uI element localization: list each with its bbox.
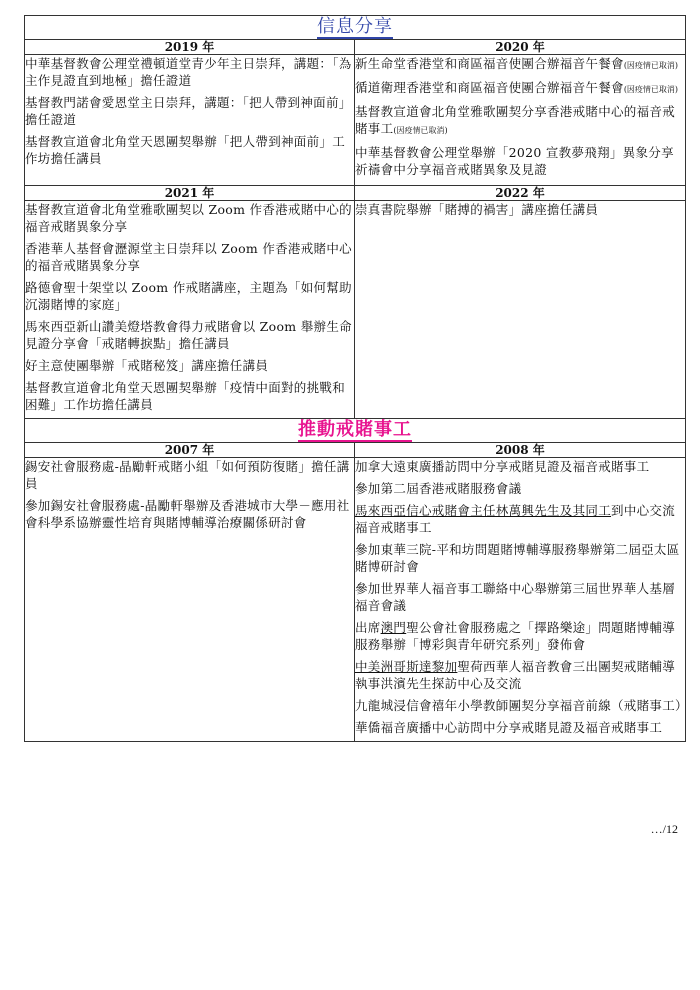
year-entries-2019 [25,55,355,186]
entry-text: 循道衛理香港堂和商區福音使團合辦福音午餐會 [355,80,624,95]
cancel-note: (因疫情已取消) [623,85,679,94]
year-heading: 2022 年 [355,186,686,201]
underlined-text: 澳門 [380,620,407,635]
list-item: 崇真書院舉辦「賭搏的禍害」講座擔任講員 [355,202,599,217]
list-item [355,103,685,139]
activity-table [24,15,686,742]
list-item [355,719,685,736]
year-row [25,443,686,458]
entry-text: 基督教宣道會北角堂雅歌團契分享香港戒賭中心的福音戒賭事工 [355,104,676,136]
entry-text: 參加東華三院-平和坊問題賭博輔導服務舉辦第二屆亞太區賭博研討會 [355,542,680,574]
list-item: 基督教宣道會北角堂天恩團契舉辦「疫情中面對的挑戰和困難」工作坊擔任講員 [25,380,346,412]
list-item [355,144,685,180]
list-item [355,541,685,575]
year-heading: 2007 年 [25,443,355,458]
year-heading: 2019 年 [25,40,355,55]
section-header-sharing [25,16,686,40]
year-row [25,40,686,55]
entries-row [25,201,686,419]
list-item [355,658,685,692]
entry-text: 聖荷西華人福音教會三出團契戒賭輔導執事洪濱先生探訪中心及交流 [355,659,676,691]
cancel-note: (因疫情已取消) [393,126,448,135]
year-entries-2008 [355,458,686,742]
cancel-note: (因疫情已取消) [623,61,679,70]
year-heading: 2008 年 [355,443,686,458]
entries-row [25,458,686,742]
entry-text: 新生命堂香港堂和商區福音使團合辦福音午餐會 [355,56,624,71]
entries-row [25,55,686,186]
entry-text: 華僑福音廣播中心訪問中分享戒賭見證及福音戒賭事工 [355,720,663,735]
list-item: 馬來西亞新山讚美燈塔教會得力戒賭會以 Zoom 舉辦生命見證分享會「戒賭轉捩點」擔任講員 [25,319,352,351]
list-item: 參加錫安社會服務處-晶勵軒舉辦及香港城市大學－應用社會科學系協辦靈性培育與賭博輔導治療關係研討會 [25,498,350,530]
list-item [355,580,685,614]
list-item: 好主意使團舉辦「戒賭秘笈」講座擔任講員 [25,358,269,373]
list-item: 基督教門諾會愛恩堂主日崇拜，講題：「把人帶到神面前」擔任證道 [25,95,352,127]
year-heading: 2021 年 [25,186,355,201]
entry-text: 到中心交流福音戒賭事工 [355,503,676,535]
page-number: …/12 [650,822,678,836]
list-item [355,458,685,475]
list-item [355,79,685,98]
year-heading: 2020 年 [355,40,686,55]
list-item [355,55,685,74]
entry-text: 九龍城浸信會禧年小學教師團契分享福音前線（戒賭事工） [355,698,688,713]
list-item: 基督教宣道會北角堂天恩團契舉辦「把人帶到神面前」工作坊擔任講員 [25,134,346,166]
list-item [355,480,685,497]
list-item [355,697,688,714]
list-item: 基督教宣道會北角堂雅歌團契以 Zoom 作香港戒賭中心的福音戒賭異象分享 [25,202,352,234]
entry-text: 參加世界華人福音事工聯絡中心舉辦第三屆世界華人基層福音會議 [355,581,676,613]
year-row [25,186,686,201]
list-item: 錫安社會服務處-晶勵軒戒賭小組「如何預防復賭」擔任講員 [25,459,350,491]
list-item: 中華基督教會公理堂禮頓道堂青少年主日崇拜，講題：「為主作見證直到地極」擔任證道 [25,56,352,88]
list-item: 香港華人基督會瀝源堂主日崇拜以 Zoom 作香港戒賭中心的福音戒賭異象分享 [25,241,352,273]
entry-text: 聖公會社會服務處之「擇路樂途」問題賭博輔導服務舉辦「博彩與青年研究系列」發佈會 [355,620,676,652]
entry-text: 參加第二屆香港戒賭服務會議 [355,481,522,496]
list-item [355,619,685,653]
year-entries-2020 [355,55,686,186]
year-entries-2007 [25,458,355,742]
year-entries-2022 [355,201,686,419]
entry-text: 中華基督教會公理堂舉辦「2020 宣教夢飛翔」異象分享祈禱會中分享福音戒賭異象及見證 [355,145,674,177]
list-item: 路德會聖十架堂以 Zoom 作戒賭講座，主題為「如何幫助沉溺賭博的家庭」 [25,280,352,312]
list-item [355,502,685,536]
entry-text: 加拿大遠東廣播訪問中分享戒賭見證及福音戒賭事工 [355,459,650,474]
section-title-sharing: 信息分享 [317,16,393,37]
underlined-text: 馬來西亞信心戒賭會主任林萬興先生及其同工 [355,503,612,518]
section-header-ministry [25,419,686,443]
page-content [24,15,688,742]
year-entries-2021 [25,201,355,419]
entry-text: 出席 [355,620,381,635]
section-title-ministry: 推動戒賭事工 [298,419,412,440]
underlined-text: 中美洲哥斯達黎加 [355,659,458,674]
